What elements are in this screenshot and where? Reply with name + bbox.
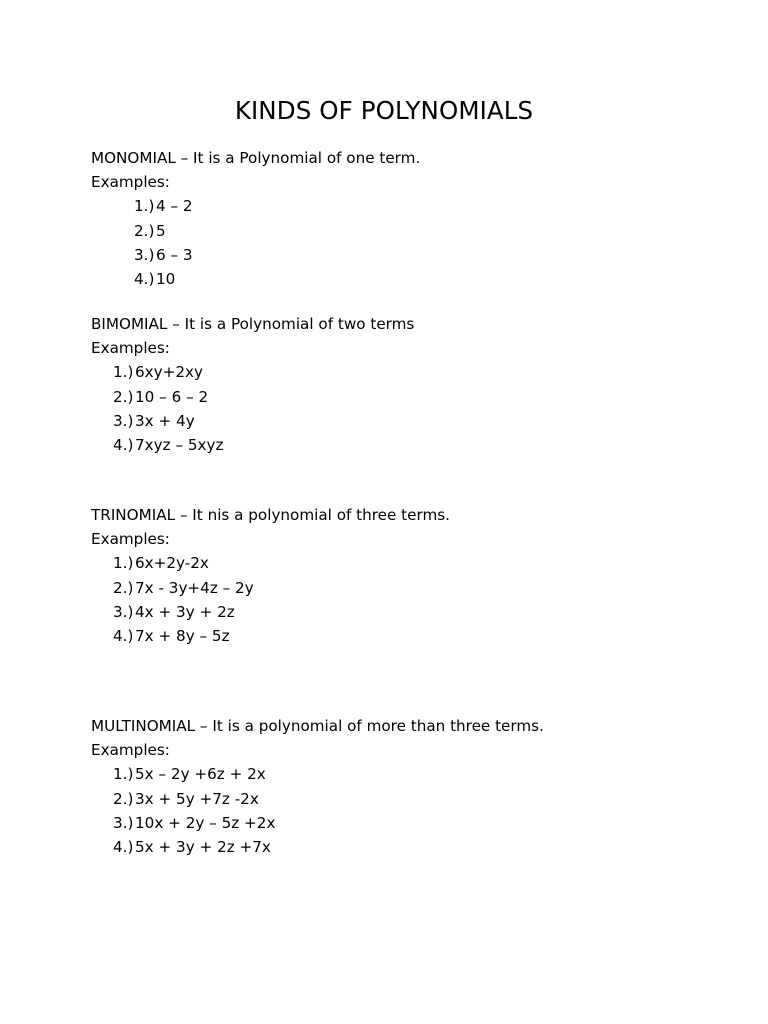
item-number: 1.) — [113, 765, 134, 784]
item-number: 4.) — [113, 626, 134, 645]
item-number: 1.) — [134, 197, 155, 216]
item-number: 1.) — [113, 363, 134, 382]
item-text: 7xyz – 5xyz — [135, 435, 224, 454]
section-binomial — [91, 312, 741, 457]
section-heading: MULTINOMIAL – It is a polynomial of more than three terms. — [91, 717, 544, 735]
list-item — [91, 433, 741, 457]
list-item — [91, 762, 741, 786]
item-text: 5x – 2y +6z + 2x — [135, 765, 266, 784]
item-number: 2.) — [113, 578, 134, 597]
item-number: 2.) — [113, 789, 134, 808]
list-item — [91, 624, 741, 648]
item-text: 7x - 3y+4z – 2y — [135, 578, 254, 597]
item-number: 1.) — [113, 554, 134, 573]
list-item — [91, 600, 741, 624]
list-item — [91, 576, 741, 600]
section-heading: TRINOMIAL – It nis a polynomial of three terms. — [91, 506, 450, 524]
item-text: 4x + 3y + 2z — [135, 602, 235, 621]
list-item — [91, 194, 741, 218]
item-number: 3.) — [134, 245, 155, 264]
examples-label: Examples: — [91, 173, 170, 192]
list-item — [91, 835, 741, 859]
item-text: 7x + 8y – 5z — [135, 626, 230, 645]
item-text: 6xy+2xy — [135, 363, 204, 382]
item-text: 6x+2y-2x — [135, 554, 209, 573]
item-text: 3x + 5y +7z -2x — [135, 789, 259, 808]
list-item — [91, 219, 741, 243]
list-item — [91, 360, 741, 384]
examples-label: Examples: — [91, 530, 170, 549]
list-item — [91, 551, 741, 575]
section-monomial — [91, 146, 741, 291]
item-number: 2.) — [134, 221, 155, 240]
item-text: 10 – 6 – 2 — [135, 387, 209, 406]
examples-label: Examples: — [91, 741, 170, 760]
item-number: 4.) — [113, 837, 134, 856]
item-number: 3.) — [113, 411, 134, 430]
section-trinomial — [91, 503, 741, 648]
list-item — [91, 787, 741, 811]
item-text: 3x + 4y — [135, 411, 195, 430]
item-text: 6 – 3 — [156, 245, 193, 264]
item-number: 3.) — [113, 602, 134, 621]
item-text: 10 — [156, 269, 176, 288]
section-multinomial — [91, 714, 741, 859]
item-text: 5 — [156, 221, 166, 240]
item-number: 2.) — [113, 387, 134, 406]
list-item — [91, 409, 741, 433]
examples-label: Examples: — [91, 339, 170, 358]
list-item — [91, 267, 741, 291]
item-number: 3.) — [113, 813, 134, 832]
item-number: 4.) — [113, 435, 134, 454]
item-text: 10x + 2y – 5z +2x — [135, 813, 276, 832]
page-title: KINDS OF POLYNOMIALS — [234, 96, 534, 125]
list-item — [91, 811, 741, 835]
section-heading: MONOMIAL – It is a Polynomial of one term. — [91, 149, 421, 167]
list-item — [91, 243, 741, 267]
item-text: 4 – 2 — [156, 197, 193, 216]
list-item — [91, 385, 741, 409]
item-text: 5x + 3y + 2z +7x — [135, 837, 271, 856]
section-heading: BIMOMIAL – It is a Polynomial of two terms — [91, 315, 415, 333]
item-number: 4.) — [134, 269, 155, 288]
